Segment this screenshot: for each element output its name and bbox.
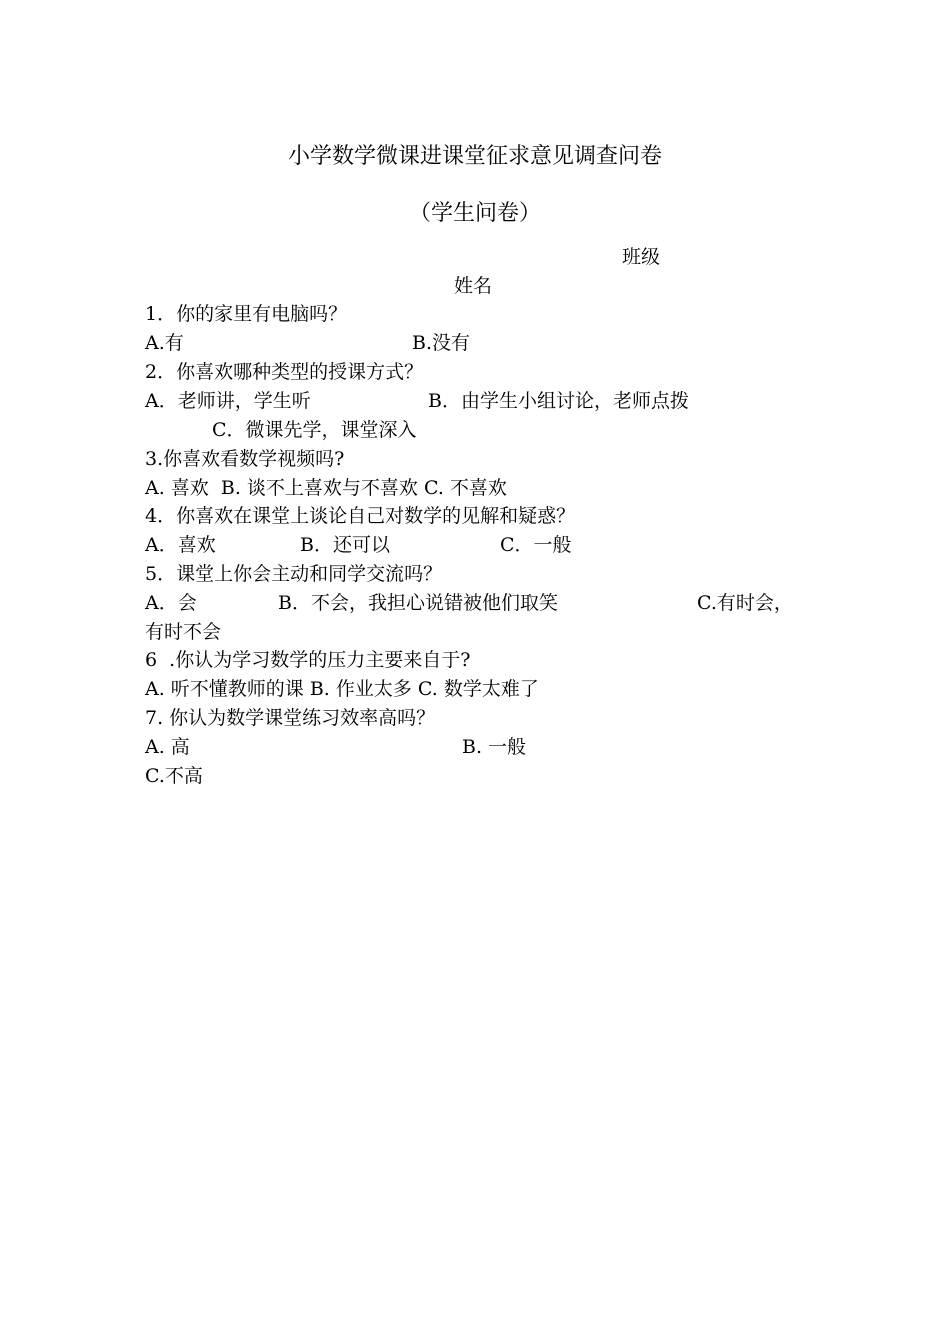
name-label: 姓名: [454, 275, 493, 297]
question-7-option-b: B. 一般: [462, 736, 527, 758]
question-5-option-c-continued: 有时不会: [145, 621, 222, 643]
question-1-option-a: A.有: [145, 332, 184, 354]
question-7-option-a: A. 高: [145, 736, 190, 758]
question-7-text: 7. 你认为数学课堂练习效率高吗？: [145, 707, 436, 729]
question-5-text: 5．课堂上你会主动和同学交流吗？: [145, 563, 443, 585]
page-subtitle: （学生问卷）: [408, 201, 541, 226]
question-6-options: A. 听不懂教师的课 B. 作业太多 C. 数学太难了: [145, 678, 539, 700]
question-4-option-a: A．喜欢: [145, 534, 216, 556]
page-title: 小学数学微课进课堂征求意见调查问卷: [287, 144, 662, 169]
question-1-text: 1．你的家里有电脑吗？: [145, 303, 348, 325]
question-2-option-a: A．老师讲，学生听: [145, 390, 311, 412]
question-6-text: 6 .你认为学习数学的压力主要来自于?: [145, 649, 471, 671]
question-7-option-c: C.不高: [145, 765, 203, 787]
question-2-option-c: C．微课先学，课堂深入: [212, 419, 417, 441]
question-2-text: 2．你喜欢哪种类型的授课方式？: [145, 361, 424, 383]
question-4-option-c: C．一般: [500, 534, 572, 556]
question-4-text: 4．你喜欢在课堂上谈论自己对数学的见解和疑惑？: [145, 505, 576, 527]
question-4-option-b: B．还可以: [300, 534, 390, 556]
question-3-text: 3.你喜欢看数学视频吗?: [145, 448, 345, 470]
question-5-option-b: B．不会，我担心说错被他们取笑: [278, 592, 558, 614]
question-3-options: A. 喜欢 B. 谈不上喜欢与不喜欢 C. 不喜欢: [145, 477, 507, 499]
class-label: 班级: [622, 246, 661, 268]
question-2-option-b: B．由学生小组讨论，老师点拨: [428, 390, 689, 412]
question-5-option-a: A．会: [145, 592, 197, 614]
question-5-option-c: C.有时会，: [697, 592, 793, 614]
question-1-option-b: B.没有: [412, 332, 471, 354]
